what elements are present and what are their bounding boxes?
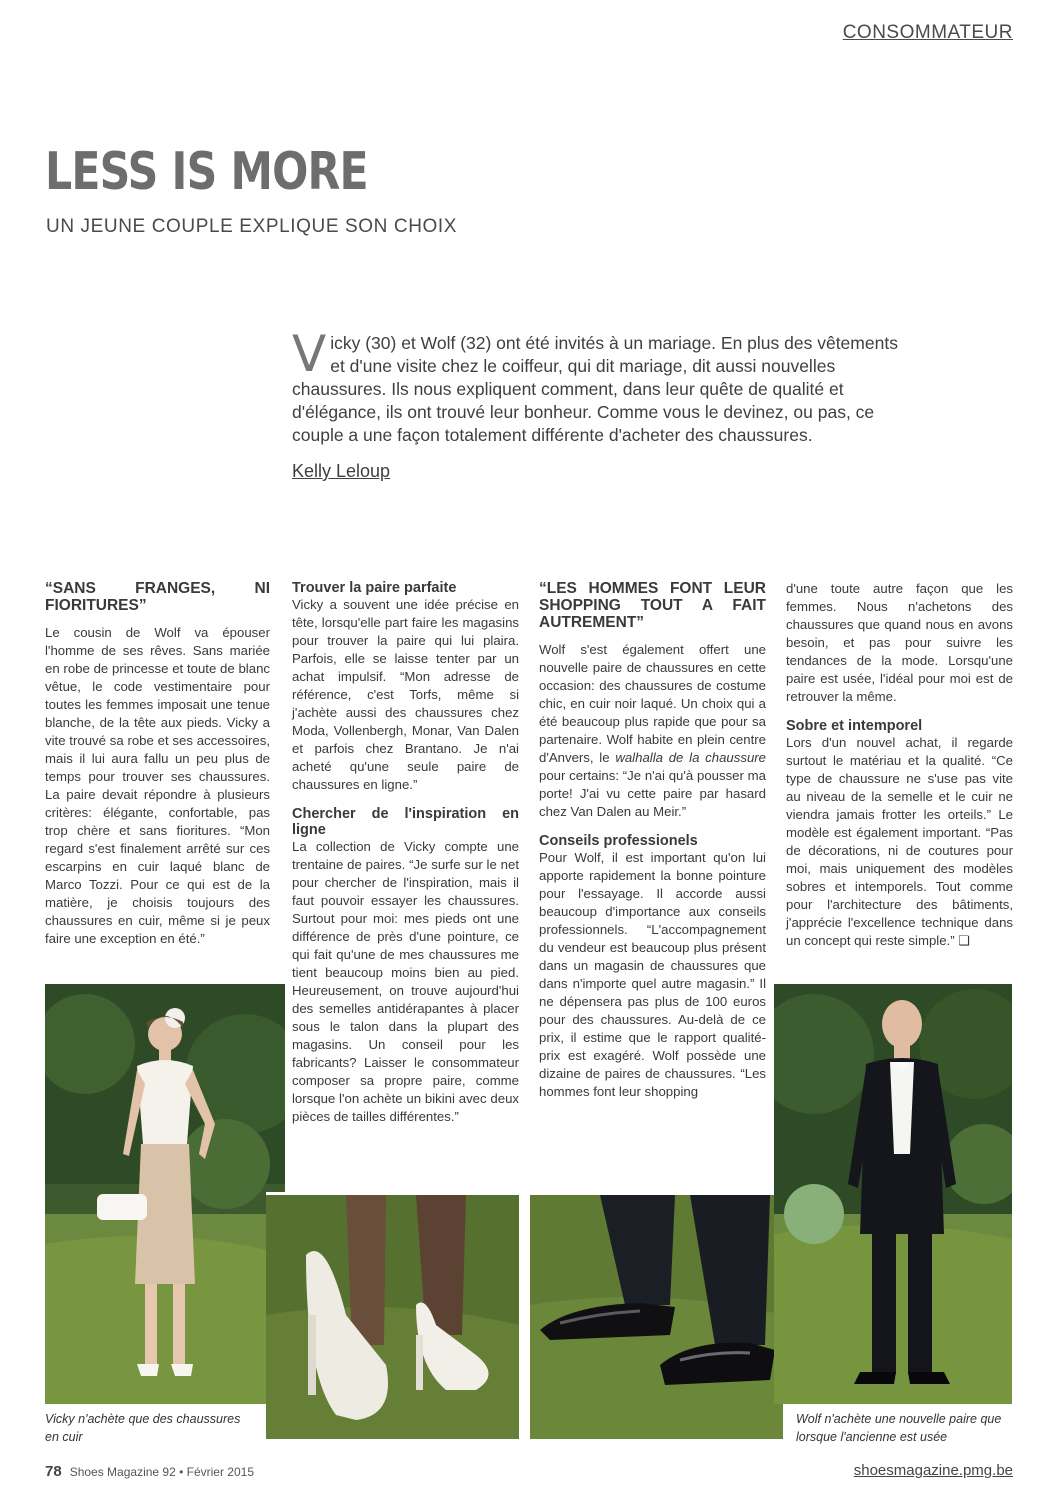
author-byline: Kelly Leloup xyxy=(292,461,391,481)
col1-paragraph: Le cousin de Wolf va épouser l'homme de ses rêves. Sans mariée en robe de princesse et toute de blanc vêtue, le code vestimentaire pour toutes les femmes imposait une tenue blanche, de la tête aux pieds. Vicky a vite trouvé sa robe et ses accessoires, mais il lui aura fallu un peu plus de temps pour trouver ses chaussures. La paire devait répondre à plusieurs critères: élégante, confortable, pas trop chère et sans fioritures. “Mon regard s'est finalement arrêté sur ces escarpins en cuir laqué blanc de Marco Tozzi. Pour ce qui est de la matière, je choisis toujours des chaussures en cuir, même si je peux faire une exception en été.” xyxy=(45,625,270,946)
photo-vicky xyxy=(45,984,285,1404)
col1-heading: “SANS FRANGES, NI FIORITURES” xyxy=(45,580,270,614)
end-mark-icon: ❏ xyxy=(958,933,971,948)
column-3 xyxy=(539,580,766,1101)
caption-vicky: Vicky n'achète que des chaussures en cuir xyxy=(45,1412,241,1444)
photo-white-heels-illustration xyxy=(266,1195,519,1439)
column-2 xyxy=(292,580,519,1126)
caption-wolf: Wolf n'achète une nouvelle paire que lorsque l'ancienne est usée xyxy=(796,1412,1002,1444)
column-1 xyxy=(45,580,270,948)
photo-white-heels xyxy=(266,1192,519,1439)
col3-subheading: Conseils professionels xyxy=(539,833,698,849)
col3-p1-a: Wolf s'est également offert une nouvelle paire de chaussures en cette occasion: des chaussures de costume chic, en cuir noir laqué. Un choix qui a été beaucoup plus rapide que pour sa partenaire. Wolf habite en plein centre d'Anvers, le xyxy=(539,642,766,765)
article-title: LESS IS MORE xyxy=(45,142,368,202)
col4-p2-text: Lors d'un nouvel achat, il regarde surtout le matériau et la qualité. “Ce type de chaussure ne s'use pas vite au niveau de la semelle et le cuir ne viendra jamais frotter les orteils.” Le modèle est également important. “Pas de décorations, ni de coutures pour moi, mais uniquement des modèles sobres et intemporels. Tout comme pour l'architecture des bâtiments, j'apprécie l'excellence technique dans un concept qui reste simple.” xyxy=(786,735,1013,948)
col2-subheading-2: Chercher de l'inspiration en ligne xyxy=(292,806,519,838)
col2-subheading-1: Trouver la paire parfaite xyxy=(292,580,457,596)
column-4 xyxy=(786,580,1013,950)
col4-subheading: Sobre et intemporel xyxy=(786,718,923,734)
photo-wolf-illustration xyxy=(774,984,1012,1404)
drop-cap: V xyxy=(292,325,327,383)
col2-paragraph-2: La collection de Vicky compte une trentaine de paires. “Je surfe sur le net pour chercher de l'inspiration, mais il faut pouvoir essayer les chaussures. Surtout pour moi: mes pieds ont une différence de près d'une pointure, ce qui fait qu'une de mes chaussures me tient beaucoup moins bien au pied. Heureusement, on trouve aujourd'hui des semelles antidérapantes à placer sous le talon dans la plupart des magasins. Un conseil pour les fabricants? Laisser le consommateur composer sa propre paire, comme lorsque l'on achète un bikini avec deux pièces de tailles différentes.” xyxy=(292,839,519,1124)
photo-black-shoes-illustration xyxy=(530,1195,783,1439)
page-number: 78 xyxy=(45,1463,62,1480)
col3-heading: “LES HOMMES FONT LEUR SHOPPING TOUT A FAIT AUTREMENT” xyxy=(539,580,766,631)
col3-p1-b: pour certains: “Je n'ai qu'à pousser ma porte! J'ai vu cette paire par hasard chez Van Dalen au Meir.” xyxy=(539,768,766,819)
section-tag: CONSOMMATEUR xyxy=(842,22,1013,43)
photo-black-shoes xyxy=(530,1192,783,1439)
article-intro xyxy=(292,325,912,447)
col4-paragraph-2 xyxy=(786,734,1013,950)
col3-paragraph-2: Pour Wolf, il est important qu'on lui apporte rapidement la bonne pointure pour l'essayage. Il accorde aussi beaucoup d'importance aux conseils professionnels. “L'accompagnement du vendeur est beaucoup plus présent dans un magasin de chaussures que dans n'importe quel autre magasin.” Il ne dépensera pas plus de 100 euros pour des chaussures. Au-delà de ce prix, il estime que le rapport qualité-prix est exagéré. Wolf possède une dizaine de paires de chaussures. “Les hommes font leur shopping xyxy=(539,850,766,1099)
col2-paragraph-1: Vicky a souvent une idée précise en tête, lorsqu'elle part faire les magasins pour trouver la paire qui lui plaira. Parfois, elle se laisse tenter par un achat impulsif. “Mon adresse de référence, c'est Torfs, même si j'achète aussi des chaussures chez Moda, Vollenbergh, Monar, Van Dalen et parfois chez Brantano. Je n'ai acheté qu'une seule paire de chaussures en ligne.” xyxy=(292,597,519,792)
col3-p1-emphasis: walhalla de la chaussure xyxy=(615,750,766,765)
photo-vicky-illustration xyxy=(45,984,285,1404)
website-link[interactable]: shoesmagazine.pmg.be xyxy=(853,1462,1013,1479)
article-subtitle: UN JEUNE COUPLE EXPLIQUE SON CHOIX xyxy=(46,216,458,237)
col3-paragraph-1 xyxy=(539,641,766,821)
footer-left xyxy=(45,1463,254,1480)
photo-wolf xyxy=(774,984,1012,1404)
col4-paragraph-1: d'une toute autre façon que les femmes. Nous n'achetons des chaussures que quand nous en avons besoin, et pas pour suivre les tendances de la mode. Lorsqu'une paire est usée, l'idéal pour moi est de retrouver la même. xyxy=(786,581,1013,704)
intro-text: icky (30) et Wolf (32) ont été invités à un mariage. En plus des vêtements et d'une visite chez le coiffeur, qui dit mariage, dit aussi nouvelles chaussures. Ils nous expliquent comment, dans leur quête de qualité et d'élégance, ils ont trouvé leur bonheur. Comme vous le devinez, ou pas, ce couple a une façon totalement différente d'acheter des chaussures. xyxy=(292,333,898,445)
magazine-issue: Shoes Magazine 92 • Février 2015 xyxy=(69,1465,254,1479)
